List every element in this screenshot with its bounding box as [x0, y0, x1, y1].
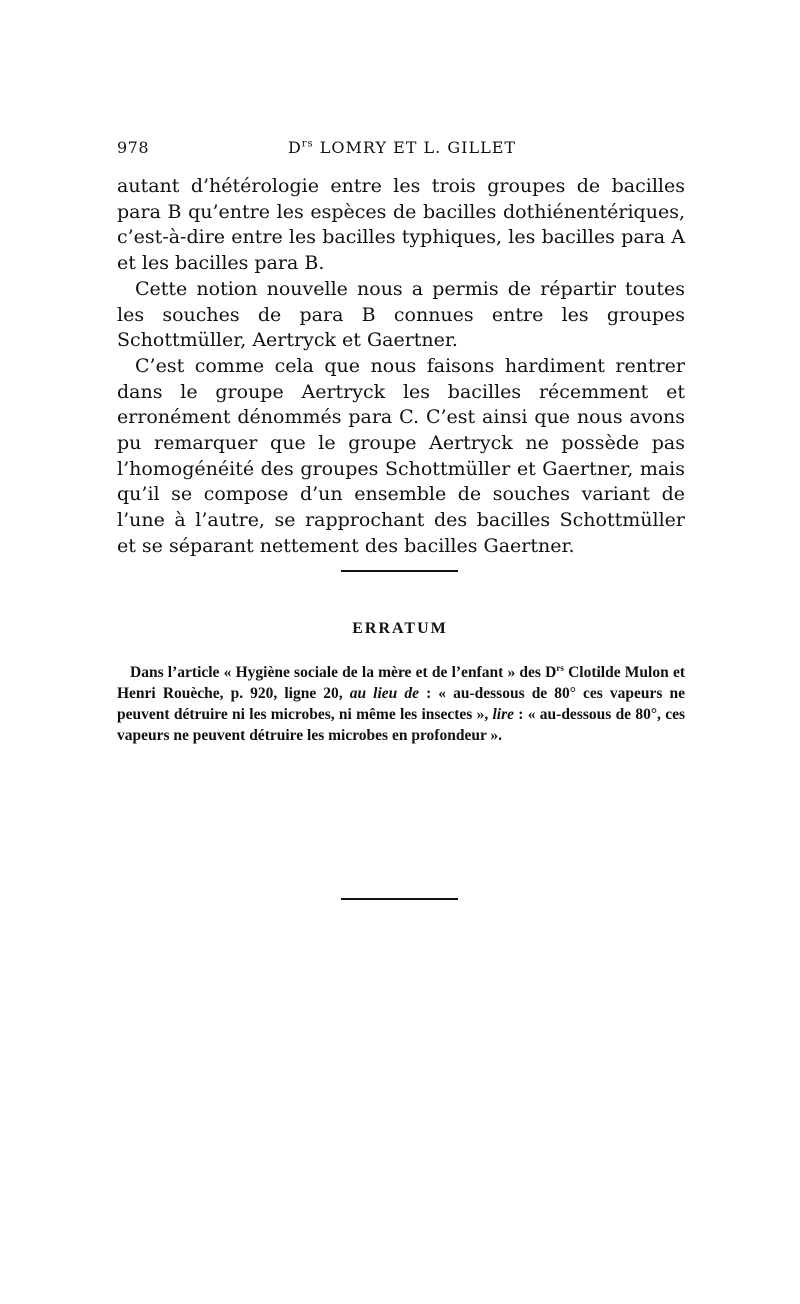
running-header: [117, 138, 687, 160]
erratum-heading: ERRATUM: [352, 620, 448, 637]
end-divider-rule: [341, 898, 458, 900]
erratum-superscript: rs: [556, 662, 564, 673]
body-paragraph-1: autant d’hétérologie entre les trois groupes de bacilles para B qu’entre les espèces de bacilles dothiénentériques, c’est-à-dire entre les bacilles typhiques, les bacilles para A et les bacilles para B.: [117, 175, 685, 275]
erratum-text-part-1: Dans l’article « Hygiène sociale de la mère et de l’enfant » des D: [130, 664, 557, 681]
section-divider-rule: [341, 570, 458, 572]
erratum-text-part-4: : « au-dessous de 80°, ces vapeurs ne peuvent détruire les microbes en profondeur ».: [117, 706, 686, 744]
author-prefix: D: [287, 138, 302, 157]
author-prefix-superscript: rs: [301, 138, 314, 150]
body-paragraph-3: C’est comme cela que nous faisons hardiment rentrer dans le groupe Aertryck les bacilles récemment et erronément dénommés para C. C’est ainsi que nous avons pu remarquer que le groupe Aertryck ne possède pas l’homogénéité des groupes Schottmüller et Gaertner, mais qu’il se compose d’un ensemble de souches variant de l’une à l’autre, se rapprochant des bacilles Schottmüller et se séparant nettement des bacilles Gaertner.: [117, 354, 685, 557]
erratum-italic-au-lieu-de: au lieu de: [349, 685, 419, 702]
running-head-authors: [117, 138, 687, 157]
erratum-italic-lire: lire: [492, 706, 515, 723]
article-body: [117, 174, 685, 560]
page-number: 978: [117, 138, 150, 157]
erratum-text-part-3: : « au-dessous de 80° ces vapeurs ne peuvent détruire ni les microbes, ni même les insectes »,: [117, 685, 685, 723]
erratum-body: [117, 662, 685, 746]
erratum-paragraph: [117, 662, 685, 746]
author-names: LOMRY ET L. GILLET: [313, 138, 517, 157]
erratum-text-part-2: Clotilde Mulon et Henri Rouèche, p. 920, ligne 20,: [117, 664, 685, 702]
body-paragraph-2: Cette notion nouvelle nous a permis de répartir toutes les souches de para B connues entre les groupes Schottmüller, Aertryck et Gaertner.: [117, 277, 685, 352]
